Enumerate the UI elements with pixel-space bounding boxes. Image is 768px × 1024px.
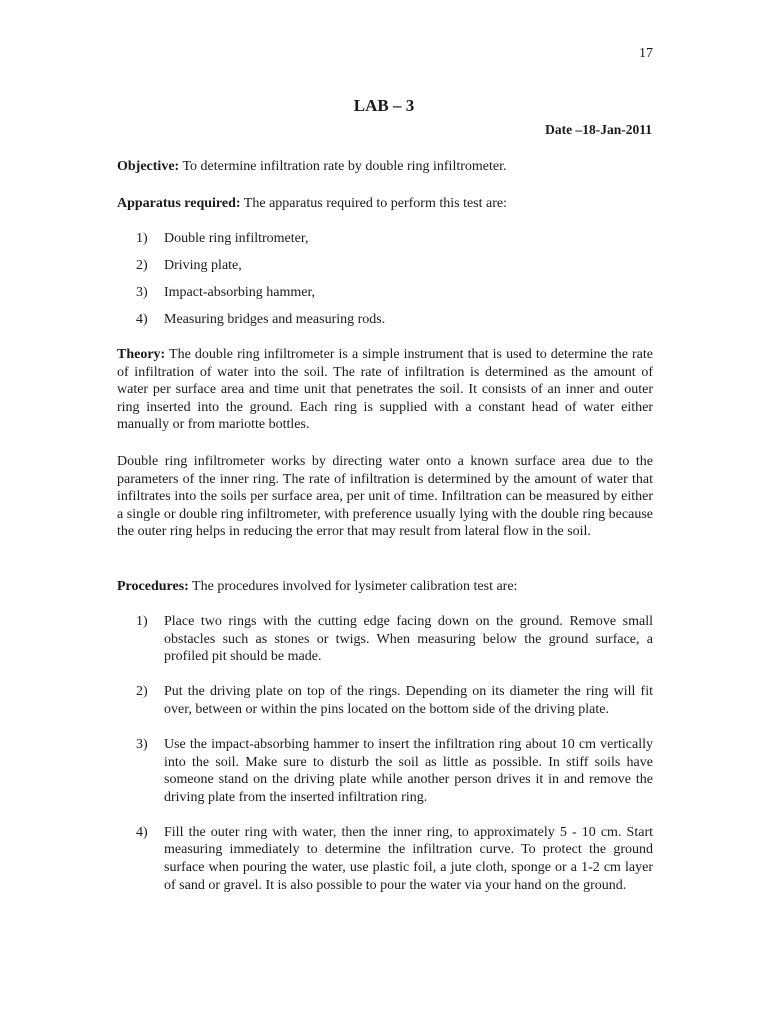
theory-text: The double ring infiltrometer is a simple instrument that is used to determine the rate of infiltration of water into the soil. The rate of infiltration is determined as the amount of water per surface area and time unit that penetrates the soil. It consists of an inner and outer ring inserted into the ground. Each ring is supplied with a constant head of water either manually or from mariotte bottles. <box>117 347 653 433</box>
theory-label: Theory: <box>117 347 166 362</box>
objective-text: To determine infiltration rate by double ring infiltrometer. <box>179 159 507 174</box>
lab-title: LAB – 3 <box>353 96 415 115</box>
objective-paragraph <box>117 158 653 176</box>
list-item-text: Place two rings with the cutting edge facing down on the ground. Remove small obstacles such as stones or twigs. When measuring below the ground surface, a profiled pit should be made. <box>164 614 653 665</box>
apparatus-text: The apparatus required to perform this test are: <box>240 196 507 211</box>
list-item <box>136 284 636 311</box>
list-item <box>136 257 636 284</box>
list-item-number: 4) <box>136 312 148 327</box>
list-item-text: Double ring infiltrometer, <box>164 231 309 246</box>
list-item <box>136 683 653 718</box>
page-title <box>0 96 768 116</box>
list-item <box>136 230 636 257</box>
list-item-text: Driving plate, <box>164 258 242 273</box>
objective-label: Objective: <box>117 159 180 174</box>
apparatus-label: Apparatus required: <box>117 196 241 211</box>
list-item-text: Fill the outer ring with water, then the inner ring, to approximately 5 - 10 cm. Start measuring immediately to determine the infiltration curve. To protect the ground surface when pouring the water, use plastic foil, a jute cloth, sponge or a 1-2 cm layer of sand or gravel. It is also possible to pour the water via your hand on the ground. <box>164 824 653 893</box>
procedures-text: The procedures involved for lysimeter calibration test are: <box>188 579 518 594</box>
list-item <box>136 613 653 666</box>
page-number: 17 <box>639 46 653 61</box>
procedures-label: Procedures: <box>117 579 189 594</box>
procedures-paragraph <box>117 578 653 596</box>
list-item-text: Put the driving plate on top of the rings. Depending on its diameter the ring will fit over, between or within the pins located on the bottom side of the driving plate. <box>164 684 653 717</box>
theory-paragraph-2: Double ring infiltrometer works by directing water onto a known surface area due to the parameters of the inner ring. The rate of infiltration is determined by the amount of water that infiltrates into the soils per surface area, per unit of time. Infiltration can be measured by either a single or double ring infiltrometer, with preference usually lying with the double ring because the outer ring helps in reducing the error that may result from lateral flow in the soil. <box>117 454 653 540</box>
list-item-number: 2) <box>136 684 148 700</box>
list-item-number: 2) <box>136 258 148 273</box>
list-item-number: 1) <box>136 231 148 246</box>
list-item-text: Measuring bridges and measuring rods. <box>164 312 386 327</box>
theory-paragraph <box>117 346 653 434</box>
list-item-text: Use the impact-absorbing hammer to insert the infiltration ring about 10 cm vertically into the soil. Make sure to disturb the soil as little as possible. In stiff soils have someone stand on the driving plate while another person drives it in and remove the driving plate from the inserted infiltration ring. <box>164 736 653 805</box>
list-item-number: 4) <box>136 824 148 840</box>
apparatus-paragraph <box>117 195 653 213</box>
list-item-text: Impact-absorbing hammer, <box>164 285 316 300</box>
list-item-number: 3) <box>136 736 148 752</box>
lab-date: Date –18-Jan-2011 <box>545 122 652 137</box>
apparatus-list <box>136 230 636 338</box>
list-item <box>136 311 636 338</box>
list-item <box>136 736 653 806</box>
list-item-number: 1) <box>136 614 148 629</box>
list-item-number: 3) <box>136 285 148 300</box>
list-item <box>136 824 653 894</box>
procedures-list <box>136 613 653 912</box>
